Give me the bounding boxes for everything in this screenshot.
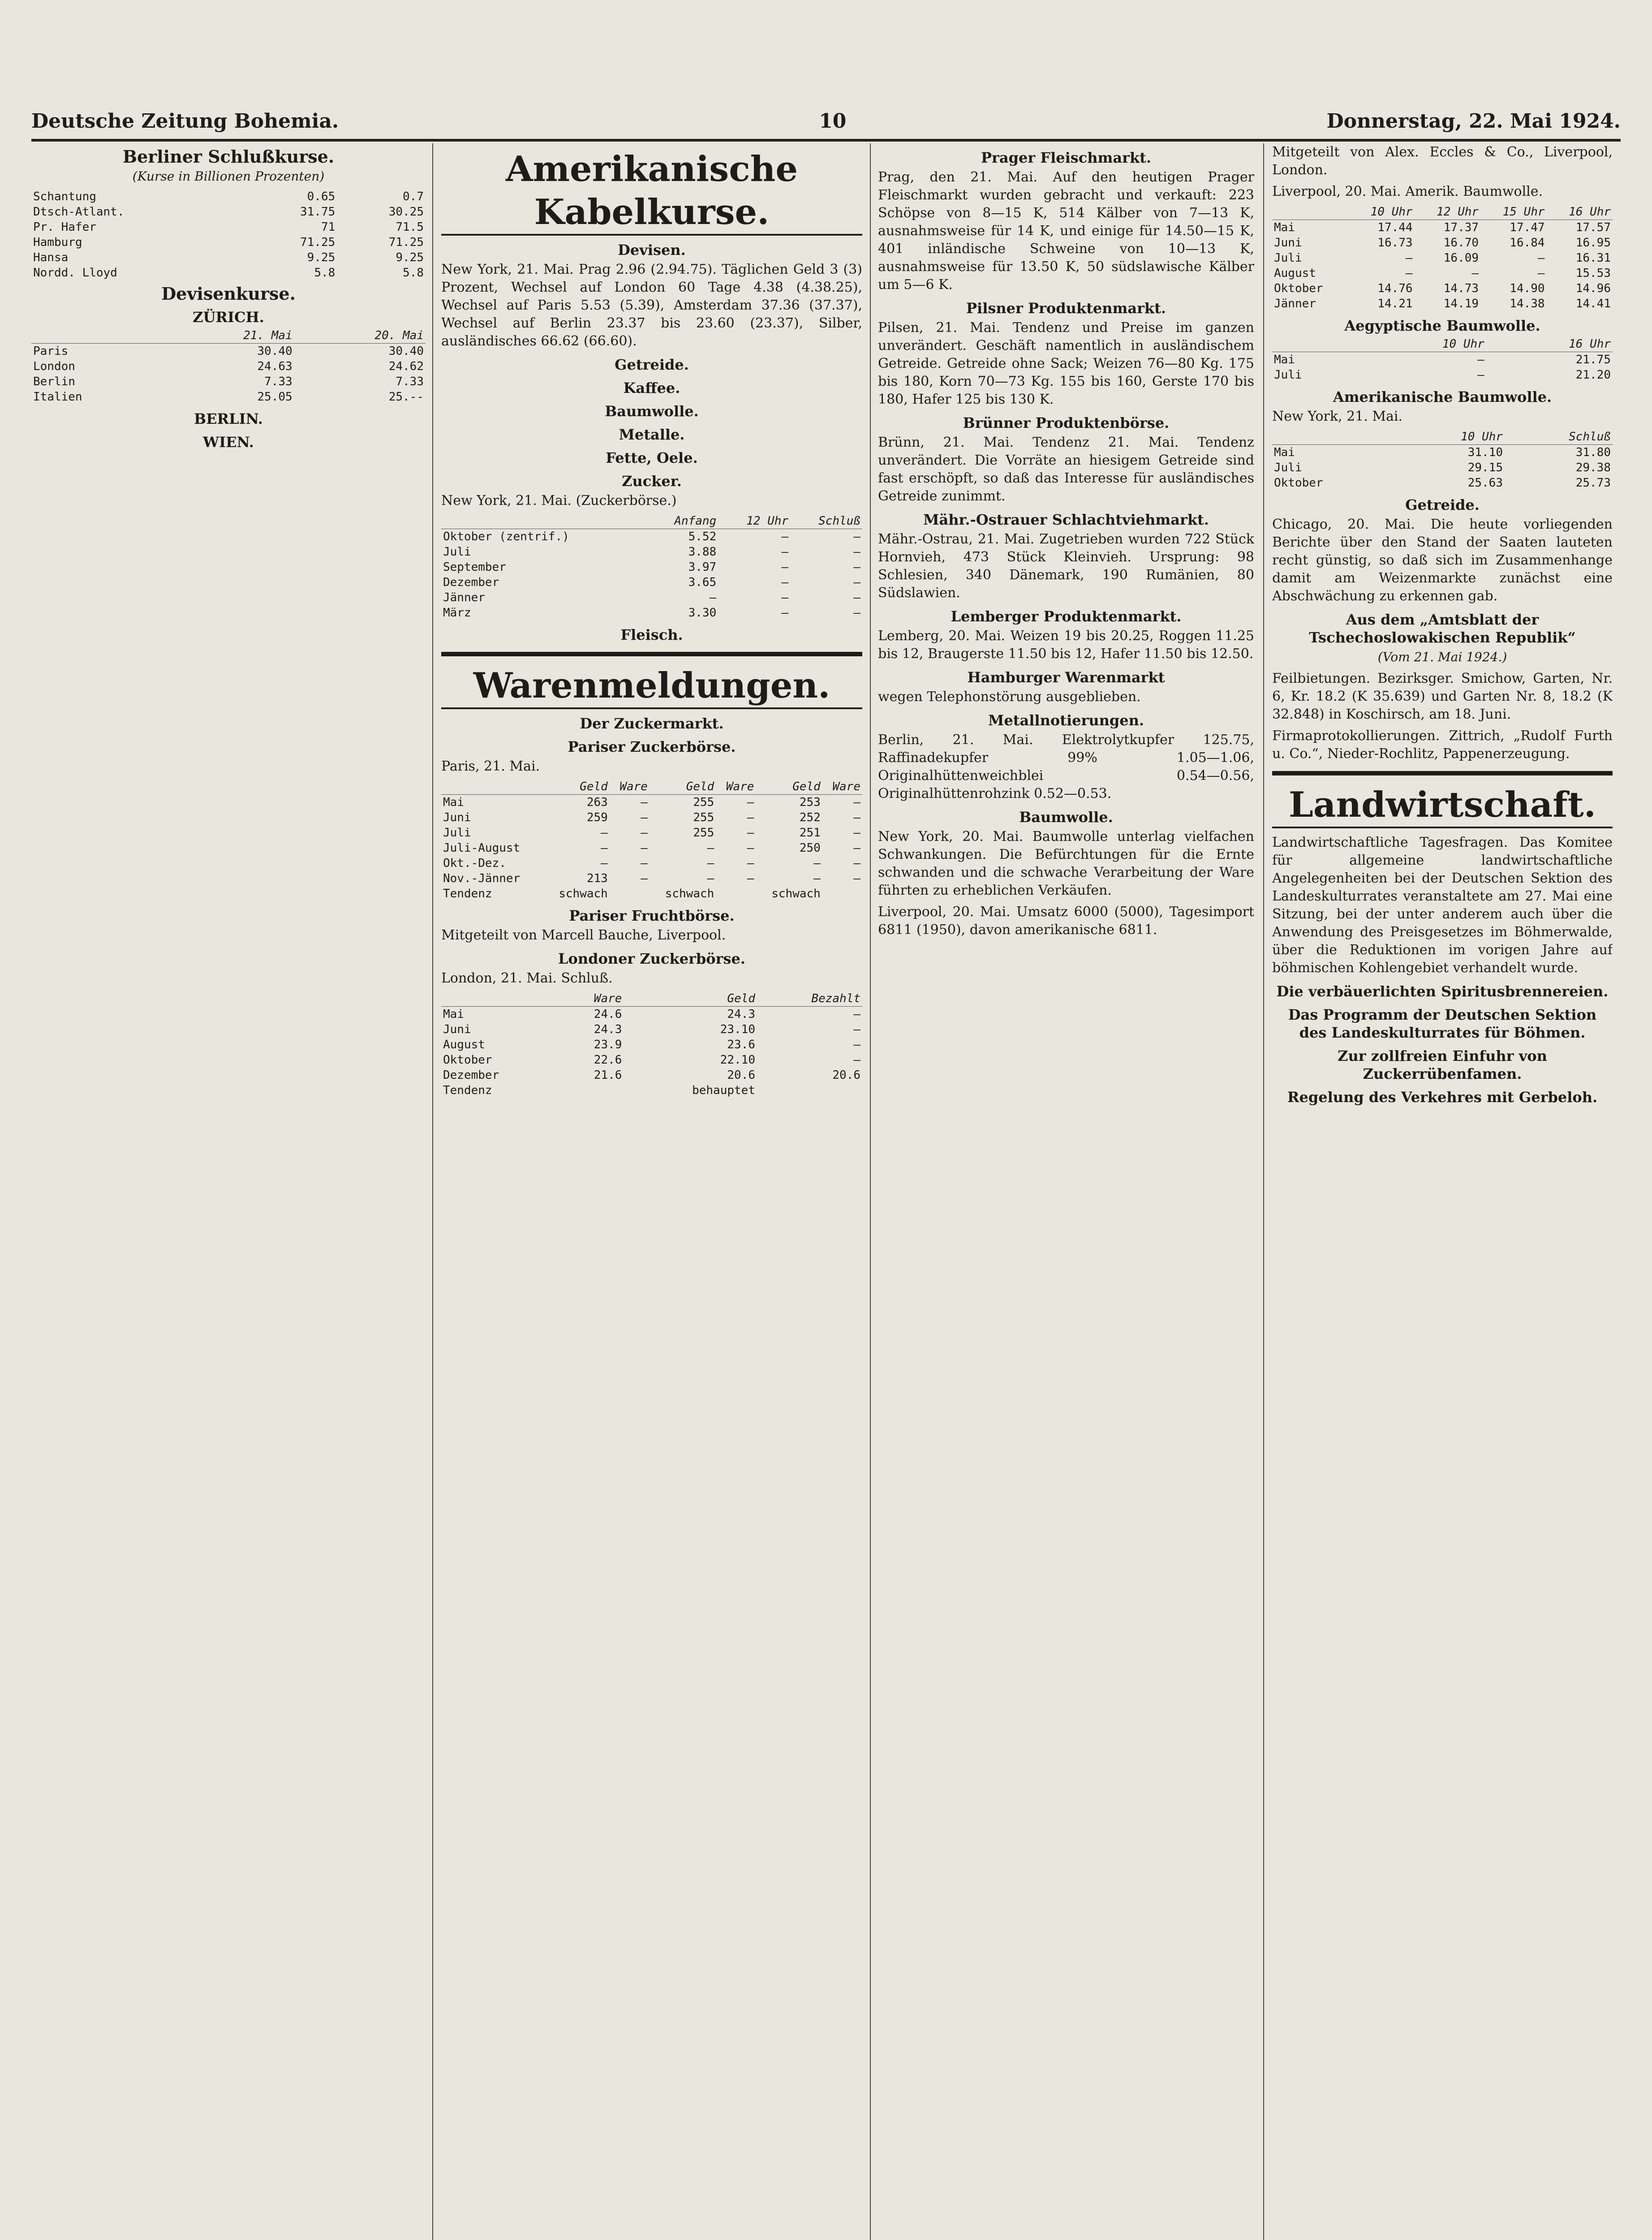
zurich-quote-row [31,389,426,405]
row-label: Paris [33,345,69,358]
row-value: — [747,811,754,824]
row-label: Mai [443,796,464,809]
row-label: Dezember [443,576,499,589]
row-label: Juli [1274,368,1302,382]
row-value: 71 [321,220,336,234]
pariser-row [441,795,862,810]
row-label: Oktober [443,1053,492,1067]
row-value: — [641,857,648,870]
page-header [31,103,1621,142]
zuckermarkt-sub: Der Zuckermarkt. [580,715,724,732]
row-value: 29.38 [1575,461,1611,474]
row-value: — [641,826,648,840]
row-label: Oktober [1274,476,1323,490]
row-value [560,1083,624,1098]
berlin-closing-table [31,189,426,280]
zucker-row [441,544,862,560]
getreide-text: Chicago, 20. Mai. Die heute vorliegenden Berichte über den Stand der Saaten lauteten recht günstig, so daß sich im Zusammenhange damit am Weizenmarkte zunächst eine Abschwächung zu erkennen gab. [1272,517,1613,604]
row-value: — [853,545,860,559]
row-value: 31.75 [300,205,336,219]
row-value: 263 [586,796,608,809]
row-value: 259 [586,811,608,824]
pariser-row [441,871,862,886]
section-divider [1272,771,1613,775]
row-value: — [709,591,717,604]
amtsblatt-sub: (Vom 21. Mai 1924.) [1377,650,1507,664]
row-value: 14.19 [1443,297,1479,310]
row-value: 22.6 [594,1053,622,1067]
row-value: 14.41 [1575,297,1611,310]
row-value: 5.8 [403,266,424,280]
row-value: — [853,857,860,870]
row-value: — [781,576,789,589]
row-label: Juli [1274,251,1302,265]
zucker-import-title: Zur zollfreien Einfuhr von Zuckerrübenfamen. [1338,1047,1547,1082]
row-label: Jänner [443,591,485,604]
row-label: August [443,1038,485,1051]
pariser-col-head: Geld [756,779,822,795]
row-value: 24.63 [257,360,293,373]
row-value: 30.40 [257,345,293,358]
row-value: 23.9 [594,1038,622,1051]
row-label: Tendenz [443,1084,492,1097]
maehr-title: Mähr.-Ostrauer Schlachtviehmarkt. [923,511,1209,528]
row-value: — [781,606,789,620]
row-label: Mai [443,1008,464,1021]
row-value: 71.25 [300,236,336,249]
row-value: — [853,1053,860,1067]
row-label: Juli [443,826,471,840]
row-value: — [601,841,608,855]
row-value [822,886,862,901]
aegypt-row [1272,367,1613,383]
zucker-sub: Zucker. [622,473,682,490]
row-value: — [641,811,648,824]
landwirt-title: Landwirtschaft. [1272,784,1613,828]
liverpool-title: Pariser Fruchtbörse. [569,907,735,924]
row-value: — [781,545,789,559]
zucker-row [441,575,862,590]
row-label: Nordd. Lloyd [33,266,117,280]
row-value: 7.33 [396,375,424,388]
row-value: 252 [799,811,821,824]
row-value: — [1477,368,1484,382]
liverpool-head: Liverpool, 20. Mai. Amerik. Baumwolle. [1272,184,1543,199]
row-value: 14.96 [1575,282,1611,295]
prager-text: Prag, den 21. Mai. Auf den heutigen Prager Fleischmarkt wurden gebracht und verkauft: 223 Schöpse von 8—15 K, 514 Kälber von 7—13 K, ausnahmsweise für 14 K, und einige für 14.50—15 K, 401 inländische Schweine von 10—13 K, ausnahmsweise für 13.50 K, 50 südslawische Kälber um 5—6 K. [878,169,1254,293]
row-value: — [1537,267,1545,280]
row-label: Mai [1274,353,1295,366]
row-label: Hamburg [33,236,82,249]
row-value: — [601,857,608,870]
row-value: 16.70 [1443,236,1479,250]
london-row [441,1022,862,1037]
row-label: Juni [443,811,471,824]
getreide-sub: Getreide. [615,356,689,373]
berlin-quote-row [31,189,426,204]
row-value: 25.73 [1575,476,1611,490]
row-value: — [853,1023,860,1036]
zucker-row [441,560,862,575]
row-value: 3.30 [688,606,717,620]
zurich-quote-row [31,344,426,359]
pariser-row [441,810,862,825]
issue-date: Donnerstag, 22. Mai 1924. [1326,109,1621,133]
zucker-headline: New York, 21. Mai. (Zuckerbörse.) [441,493,677,508]
fleisch-sub: Fleisch. [620,626,683,643]
section-divider [441,652,862,656]
row-value: 250 [799,841,821,855]
row-value: — [781,560,789,574]
amerik-row [1272,475,1613,491]
aegypt-table: 10 Uhr 16 Uhr Mai — 21.75 Juli — 21.20 [1272,336,1613,383]
pariser-col-head: Geld [650,779,716,795]
pariser-title: Pariser Zuckerbörse. [568,738,736,755]
row-value: 17.44 [1377,221,1413,234]
amtsblatt-title: Aus dem „Amtsblatt der Tschechoslowakischen Republik“ [1309,611,1576,646]
aegypt-title: Aegyptische Baumwolle. [1344,317,1540,334]
berlin-quote-row [31,220,426,235]
row-value: — [747,857,754,870]
berlin-closing-title: Berliner Schlußkurse. [122,146,335,167]
row-value: — [707,857,714,870]
row-value: 21.6 [594,1068,622,1082]
berlin-label: BERLIN. [194,410,263,427]
row-value: 3.97 [688,560,717,574]
row-label: Berlin [33,375,75,388]
eccles-line: Mitgeteilt von Alex. Eccles & Co., Liverpool, London. [1272,144,1613,178]
zucker-row [441,529,862,545]
row-value: schwach [665,887,714,900]
getreide-title: Getreide. [1405,496,1480,513]
zucker-row [441,590,862,605]
row-value: 14.73 [1443,282,1479,295]
row-value: 24.62 [388,360,424,373]
row-value: — [747,826,754,840]
row-value: 14.38 [1510,297,1545,310]
row-value: 21.20 [1575,368,1611,382]
row-value: 3.88 [688,545,717,559]
row-value: 23.10 [720,1023,755,1036]
row-label: Juli [443,545,471,559]
row-value: — [641,872,648,885]
lemberg-title: Lemberger Produktenmarkt. [951,608,1182,625]
devisen-text: New York, 21. Mai. Prag 2.96 (2.94.75). Täglichen Geld 3 (3) Prozent, Wechsel auf London 60 Tage 4.38 (4.38.25), Wechsel auf Paris 5.53 (5.39), Amsterdam 37.36 (37.37), Wechsel auf Berlin 23.37 bis 23.60 (23.37), Silber, ausländisches 66.62 (66.60). [441,262,862,349]
row-value: 14.90 [1510,282,1545,295]
london-title: Londoner Zuckerbörse. [558,950,746,967]
row-value: — [1405,251,1413,265]
row-value: 30.25 [388,205,424,219]
berlin-quote-row [31,265,426,280]
row-value: — [1537,251,1545,265]
amerik-table: 10 Uhr Schluß Mai 31.10 31.80 Juli 29.15 29.38 Oktober 25.63 25.73 [1272,429,1613,491]
row-value: 29.15 [1467,461,1503,474]
liverpool-row [1272,220,1613,236]
row-value: 16.84 [1510,236,1545,250]
page-number: 10 [819,109,847,133]
devisen-sub: Devisen. [618,241,686,258]
berlin-quote-row [31,250,426,265]
row-value: 15.53 [1575,267,1611,280]
zurich-label: ZÜRICH. [193,309,264,326]
column-2 [441,143,862,2240]
row-label: Juni [1274,236,1302,250]
row-value: 16.95 [1575,236,1611,250]
row-value: 24.3 [727,1008,755,1021]
row-value: — [853,576,860,589]
row-value: — [781,530,789,543]
row-value: — [853,796,860,809]
row-value: 20.6 [832,1068,860,1082]
row-value: 16.73 [1377,236,1413,250]
row-value: 17.37 [1443,221,1479,234]
fette-sub: Fette, Oele. [606,449,698,466]
row-value: 9.25 [307,251,336,264]
kaffee-sub: Kaffee. [623,379,680,396]
liverpool-row [1272,250,1613,266]
row-value: 3.65 [688,576,717,589]
pariser-row [441,856,862,871]
row-value: schwach [559,887,608,900]
row-value: 31.10 [1467,446,1503,459]
row-label: Pr. Hafer [33,220,96,234]
row-label: Juni [443,1023,471,1036]
column-3 [878,143,1254,2240]
row-value [610,886,650,901]
amerik-head: New York, 21. Mai. [1272,409,1403,424]
zurich-quote-row [31,359,426,374]
maehr-text: Mähr.-Ostrau, 21. Mai. Zugetrieben wurden 722 Stück Hornvieh, 473 Stück Kleinvieh. Ursprung: 98 Schlesien, 340 Dänemark, 190 Rumänien, 80 Südslawien. [878,531,1254,601]
london-head: London, 21. Mai. Schluß. [441,970,613,986]
row-value: 16.09 [1443,251,1479,265]
row-value: 22.10 [720,1053,755,1067]
zurich-table: 21. Mai 20. Mai Paris 30.40 30.40 London 24.63 24.62 Berlin 7.33 7.33 Italien 25.05 25.-- [31,328,426,405]
hamburger-title: Hamburger Warenmarkt [967,669,1165,686]
row-value: 5.8 [314,266,336,280]
row-label: Dezember [443,1068,499,1082]
metall-text: Berlin, 21. Mai. Elektrolytkupfer 125.75, Raffinadekupfer 99% 1.05—1.06, Originalhüttenweichblei 0.54—0.56, Originalhüttenrohzink 0.52—0.53. [878,732,1254,801]
column-rule [432,143,433,2240]
row-value: — [747,872,754,885]
row-value: — [853,1038,860,1051]
row-label: London [33,360,75,373]
row-value: — [853,811,860,824]
zurich-quote-row [31,374,426,389]
pariser-row [441,886,862,901]
zucker-row [441,605,862,620]
pariser-col-head: Geld [543,779,609,795]
column-1 [31,143,426,2240]
liverpool-row [1272,266,1613,281]
london-row [441,1007,862,1022]
row-value: 251 [799,826,821,840]
row-value: — [853,560,860,574]
wien-label: WIEN. [203,434,254,451]
berlin-closing-subtitle: (Kurse in Billionen Prozenten) [132,169,325,184]
row-value: — [1477,353,1484,366]
row-value: — [707,872,714,885]
row-label: Tendenz [443,887,492,900]
landwirt-text: Landwirtschaftliche Tagesfragen. Das Komitee für allgemeine landwirtschaftliche Angelegenheiten bei der Deutschen Sektion des Landeskulturrates veranstaltete am 27. Mai eine Sitzung, bei der unter anderem auch über die Anwendung des Preisgesetzes im Böhmerwalde, über die Reduktionen im vorigen Jahre auf böhmischen Kohlengebiet verhandelt wurde. [1272,835,1613,976]
row-value: — [853,872,860,885]
row-label: Hansa [33,251,69,264]
row-value: 30.40 [388,345,424,358]
pariser-col-head: Ware [610,779,650,795]
row-value: 25.-- [388,390,424,404]
amerik-row [1272,460,1613,475]
liverpool-row [1272,235,1613,250]
row-value: 0.7 [403,190,424,203]
programm-title: Das Programm der Deutschen Sektion des Landeskulturrates für Böhmen. [1288,1006,1597,1041]
waren-title: Warenmeldungen. [441,664,862,709]
bruenner-text: Brünn, 21. Mai. Tendenz 21. Mai. Tendenz unverändert. Die Vorräte an hiesigem Getreide sind fast erschöpft, so daß das Interesse für ausländisches Getreide zunimmt. [878,435,1254,504]
row-label: Mai [1274,446,1295,459]
row-label: Schantung [33,190,96,203]
row-value: 213 [586,872,608,885]
row-value: — [707,841,714,855]
kabel-title: Amerikanische Kabelkurse. [441,148,862,236]
amerik-row [1272,445,1613,461]
row-value: — [813,857,821,870]
regelung-title: Regelung des Verkehres mit Gerbeloh. [1287,1089,1598,1106]
row-label: Jänner [1274,297,1316,310]
row-value: 17.57 [1575,221,1611,234]
row-value: 17.47 [1510,221,1545,234]
liverpool-table: 10 Uhr 12 Uhr 15 Uhr 16 Uhr Mai 17.44 17.37 17.47 17.57 Juni 16.73 16.70 16.84 16.95 Juli — 16.09 — 16.31 August — — — 15.53 Oktober 14.76 14.73 14.90 14.96 Jänner 14.21 14.19 14.38 14.41 [1272,204,1613,311]
masthead: Deutsche Zeitung Bohemia. [31,109,339,133]
row-value: — [747,796,754,809]
liverpool-text: Mitgeteilt von Marcell Bauche, Liverpool. [441,927,726,943]
baumwolle-text: New York, 20. Mai. Baumwolle unterlag vielfachen Schwankungen. Die Befürchtungen für die Ernte schwanden und die schwache Verarbeitung der Ware führten zu erheblichen Verkäufen. [878,829,1254,898]
row-value: — [641,796,648,809]
column-4 [1272,143,1613,2240]
row-value: 9.25 [396,251,424,264]
row-value: 71.25 [388,236,424,249]
pariser-table [441,779,862,901]
pariser-row [441,840,862,856]
row-label: Oktober [1274,282,1323,295]
row-label: Dtsch-Atlant. [33,205,125,219]
pariser-row [441,825,862,840]
row-value: 14.21 [1377,297,1413,310]
baumwolle-title: Baumwolle. [1019,809,1113,826]
pariser-head: Paris, 21. Mai. [441,758,540,774]
row-value: — [641,841,648,855]
row-value: 20.6 [727,1068,755,1082]
row-value: 21.75 [1575,353,1611,366]
row-value: 71.5 [396,220,424,234]
bruenner-title: Brünner Produktenbörse. [963,414,1170,431]
row-value: — [853,841,860,855]
london-row [441,1068,862,1083]
prager-title: Prager Fleischmarkt. [981,149,1152,166]
london-table: Ware Geld Bezahlt Mai 24.6 24.3 — Juni 24.3 23.10 — August 23.9 23.6 — Oktober 22.6 22.10 — Dezember 21.6 20.6 20.6 Tendenz behauptet [441,991,862,1098]
row-value: behauptet [692,1084,755,1097]
london-row [441,1037,862,1052]
metall-title: Metallnotierungen. [988,712,1144,729]
row-value: 14.76 [1377,282,1413,295]
row-value: — [853,591,860,604]
column-rule [1263,143,1264,2240]
lemberg-text: Lemberg, 20. Mai. Weizen 19 bis 20.25, Roggen 11.25 bis 12, Braugerste 11.50 bis 12, Hafer 11.50 bis 12.50. [878,628,1254,662]
liverpool-cotton-text: Liverpool, 20. Mai. Umsatz 6000 (5000), Tagesimport 6811 (1950), davon amerikanische 6811. [878,904,1254,938]
row-label: März [443,606,471,620]
london-row [441,1052,862,1068]
pilsner-text: Pilsen, 21. Mai. Tendenz und Preise im ganzen unverändert. Geschäft namentlich in ausländischem Getreide. Getreide ohne Sack; Weizen 76—80 Kg. 175 bis 180, Korn 70—73 Kg. 155 bis 160, Gerste 170 bis 180, Hafer 125 bis 130 K. [878,320,1254,407]
row-label: Italien [33,390,82,404]
row-value: 5.52 [688,530,717,543]
row-value: 7.33 [264,375,293,388]
row-value: — [747,841,754,855]
row-label: Oktober (zentrif.) [443,530,569,543]
row-value: — [853,530,860,543]
row-value: — [601,826,608,840]
pariser-col-head: Ware [716,779,756,795]
row-value: 0.65 [307,190,336,203]
row-value: 255 [693,811,714,824]
london-row [441,1083,862,1098]
row-value: 25.05 [257,390,293,404]
amtsblatt-text: Feilbietungen. Bezirksger. Smichow, Garten, Nr. 6, Kr. 18.2 (K 35.639) und Garten Nr. 8, 18.2 (K 32.848) in Koschirsch, am 18. Juni. [1272,671,1613,722]
row-value: — [853,606,860,620]
baumwolle-sub: Baumwolle. [605,403,699,420]
liverpool-row [1272,281,1613,296]
row-value: 253 [799,796,821,809]
row-value: — [813,872,821,885]
firma-text: Firmaprotokollierungen. Zittrich, „Rudolf Furth u. Co.“, Nieder-Rochlitz, Pappenerzeugung. [1272,728,1613,762]
row-value [716,886,756,901]
amerik-title: Amerikanische Baumwolle. [1333,388,1552,405]
row-label: Juli [1274,461,1302,474]
liverpool-row [1272,296,1613,311]
row-label: Mai [1274,221,1295,234]
row-label: Juli-August [443,841,521,855]
row-value: — [853,826,860,840]
row-value: — [781,591,789,604]
pilsner-title: Pilsner Produktenmarkt. [966,300,1166,317]
row-label: Okt.-Dez. [443,857,506,870]
row-label: Nov.-Jänner [443,872,521,885]
column-rule [870,143,871,2240]
row-value: — [853,1008,860,1021]
row-value: schwach [771,887,821,900]
devisen-title: Devisenkurse. [161,284,296,304]
row-value: — [1405,267,1413,280]
aegypt-row [1272,352,1613,368]
row-value: 255 [693,796,714,809]
row-value: 24.3 [594,1023,622,1036]
row-value [757,1083,862,1098]
metalle-sub: Metalle. [619,426,685,443]
berlin-quote-row [31,235,426,250]
spiritus-title: Die verbäuerlichten Spiritusbrennereien. [1276,983,1609,1000]
berlin-quote-row [31,204,426,220]
hamburger-text: wegen Telephonstörung ausgeblieben. [878,689,1141,705]
row-value: 16.31 [1575,251,1611,265]
pariser-col-head: Ware [822,779,862,795]
row-value: 255 [693,826,714,840]
zucker-table: Anfang 12 Uhr Schluß Oktober (zentrif.) 5.52 — — Juli 3.88 — — September 3.97 — — Dezember 3.65 — — Jänner — — — März 3.30 — — [441,513,862,620]
row-label: August [1274,267,1316,280]
row-value: 23.6 [727,1038,755,1051]
row-label: September [443,560,506,574]
row-value: 31.80 [1575,446,1611,459]
row-value: — [1471,267,1479,280]
row-value: 24.6 [594,1008,622,1021]
row-value: 25.63 [1467,476,1503,490]
